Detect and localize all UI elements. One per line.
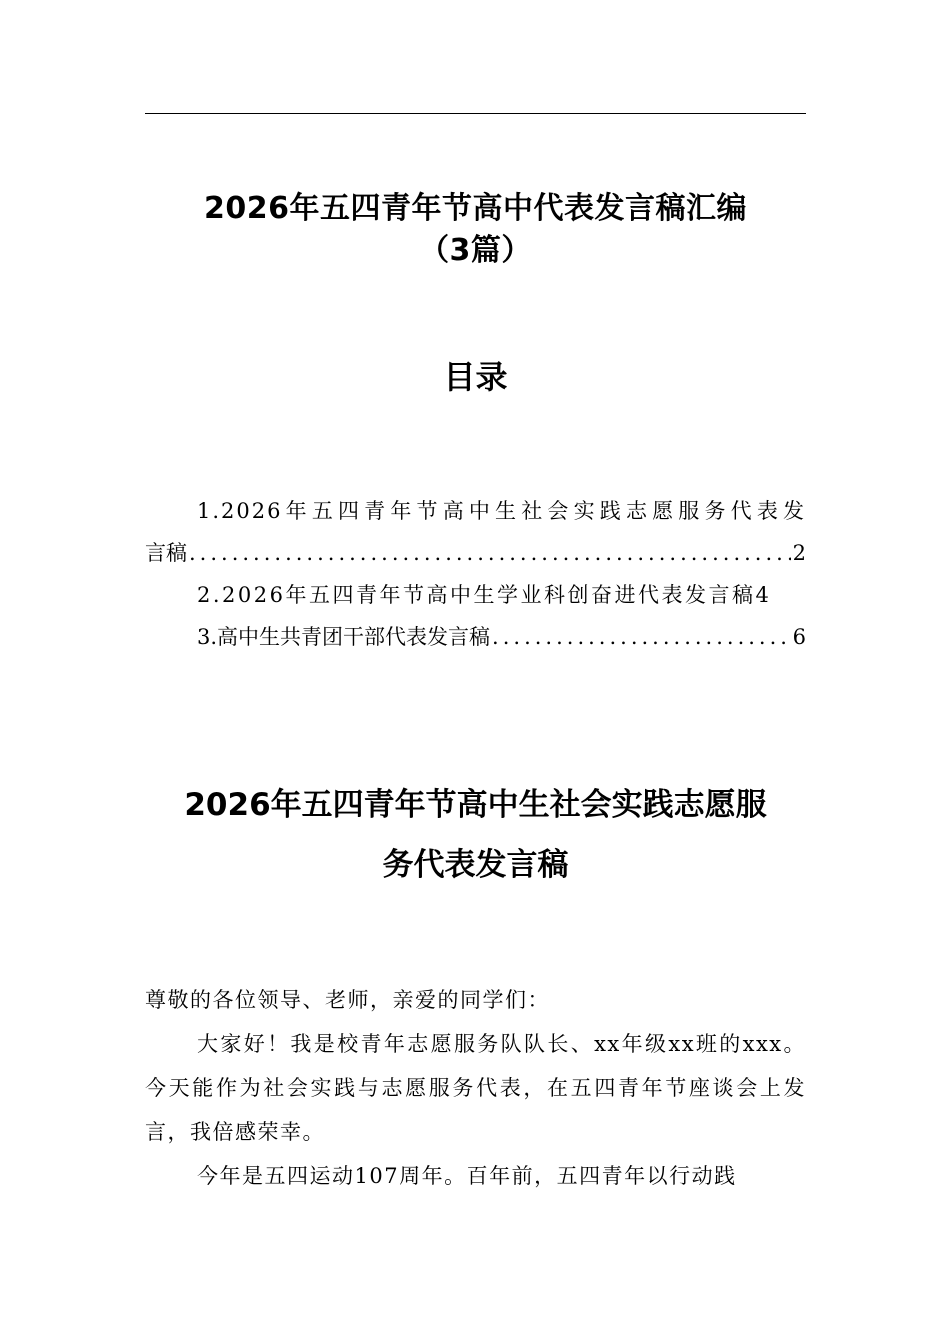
salutation: 尊敬的各位领导、老师，亲爱的同学们： <box>145 988 550 1012</box>
toc-item-2[interactable] <box>145 574 806 616</box>
toc-leader-dots <box>492 616 791 658</box>
toc-item-3[interactable] <box>145 616 806 658</box>
toc-heading: 目录 <box>443 358 508 396</box>
section-title <box>145 775 806 895</box>
section-title-line1: 2026年五四青年节高中生社会实践志愿服 <box>184 787 767 823</box>
toc-leader-dots <box>189 532 791 574</box>
toc-item-2-text: 2.2026年五四青年节高中生学业科创奋进代表发言稿 <box>197 583 756 607</box>
toc-item-2-page: 4 <box>755 583 769 607</box>
body-paragraph-2: 今年是五四运动107周年。百年前，五四青年以行动践 <box>197 1164 737 1188</box>
body-paragraph-1: 大家好！我是校青年志愿服务队队长、xx年级xx班的xxx。今天能作为社会实践与志愿服务代表，在五四青年节座谈会上发言，我倍感荣幸。 <box>145 1032 806 1144</box>
speech-body <box>145 978 806 1198</box>
toc-item-1-text-cont: 言稿 <box>145 541 187 565</box>
toc-item-1-line2[interactable] <box>145 532 806 574</box>
toc-item-3-text: 3.高中生共青团干部代表发言稿 <box>197 625 491 649</box>
header-rule <box>145 113 806 114</box>
toc-item-1-line1[interactable]: 1.2026年五四青年节高中生社会实践志愿服务代表发 <box>197 499 806 523</box>
document-title <box>145 188 806 272</box>
section-title-line2: 务代表发言稿 <box>382 847 569 883</box>
toc-item-1-page: 2 <box>792 541 806 565</box>
document-title-line1: 2026年五四青年节高中代表发言稿汇编 <box>204 191 747 226</box>
table-of-contents <box>145 490 806 658</box>
document-title-line2: （3篇） <box>419 233 532 268</box>
toc-item-3-page: 6 <box>792 625 806 649</box>
